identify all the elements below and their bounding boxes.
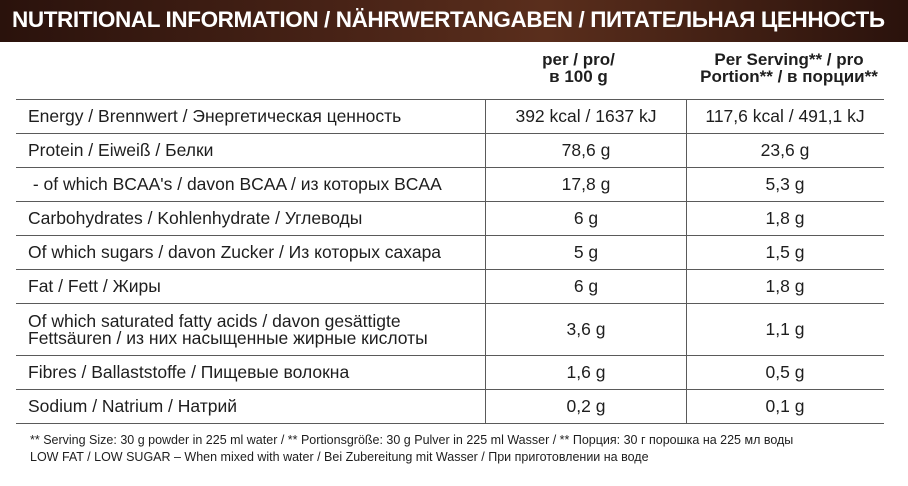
row-label (16, 304, 486, 355)
column-header-per-serving (694, 51, 884, 85)
row-value-per-serving: 5,3 g (765, 174, 805, 194)
row-value-per-serving: 0,1 g (765, 396, 805, 416)
column-header-per-serving-line1: Per Serving** / pro (714, 50, 864, 69)
column-header-per-100g (501, 51, 656, 85)
row-label: Energy / Brennwert / Энергетическая ценность (16, 100, 486, 133)
table-row (16, 356, 884, 390)
row-value-per-100g: 78,6 g (486, 134, 687, 167)
row-label: Protein / Eiweiß / Белки (16, 134, 486, 167)
table-row (16, 202, 884, 236)
row-value-per-serving: 1,1 g (765, 319, 805, 339)
row-value-per-100g: 17,8 g (486, 168, 687, 201)
row-label: Sodium / Natrium / Натрий (16, 390, 486, 423)
table-row (16, 236, 884, 270)
table-row (16, 270, 884, 304)
table-row (16, 304, 884, 356)
row-label: - of which BCAA's / davon BCAA / из которых BCAA (16, 168, 486, 201)
footnote-serving-size: ** Serving Size: 30 g powder in 225 ml water / ** Portionsgröße: 30 g Pulver in 225 ml Wasser / ** Порция: 30 г порошка на 225 мл воды (30, 433, 794, 447)
table-row (16, 100, 884, 134)
row-value-per-100g: 5 g (486, 236, 687, 269)
row-value-per-100g: 1,6 g (486, 356, 687, 389)
footnote (30, 432, 900, 466)
row-value-per-serving: 1,8 g (765, 276, 805, 296)
column-header-per-100g-line1: per / pro/ (542, 50, 615, 69)
row-value-per-serving: 0,5 g (765, 362, 805, 382)
header-title: NUTRITIONAL INFORMATION / NÄHRWERTANGABEN / ПИТАТЕЛЬНАЯ ЦЕННОСТЬ (12, 7, 885, 32)
row-value-per-100g: 6 g (486, 202, 687, 235)
row-value-per-serving: 1,8 g (765, 208, 805, 228)
row-label: Fibres / Ballaststoffe / Пищевые волокна (16, 356, 486, 389)
row-value-per-100g: 0,2 g (486, 390, 687, 423)
column-header-per-100g-line2: в 100 g (549, 67, 608, 86)
row-label-line2: Fettsäuren / из них насыщенные жирные кислоты (28, 327, 428, 348)
row-value-per-serving: 117,6 kcal / 491,1 kJ (705, 106, 865, 126)
row-value-per-100g: 392 kcal / 1637 kJ (486, 100, 687, 133)
header-bar (0, 0, 908, 42)
row-value-per-100g: 6 g (486, 270, 687, 303)
nutrition-table (16, 99, 884, 424)
table-row (16, 134, 884, 168)
footnote-preparation: LOW FAT / LOW SUGAR – When mixed with water / Bei Zubereitung mit Wasser / При приготовлении на воде (30, 450, 649, 464)
row-value-per-serving: 23,6 g (760, 140, 810, 160)
row-label: Carbohydrates / Kohlenhydrate / Углеводы (16, 202, 486, 235)
column-header-per-serving-line2: Portion** / в порции** (700, 67, 878, 86)
row-label: Of which sugars / davon Zucker / Из которых сахара (16, 236, 486, 269)
row-label-line1: Of which saturated fatty acids / davon gesättigte (28, 310, 401, 331)
row-value-per-serving: 1,5 g (765, 242, 805, 262)
row-label: Fat / Fett / Жиры (16, 270, 486, 303)
table-row (16, 390, 884, 424)
table-row (16, 168, 884, 202)
row-value-per-100g: 3,6 g (486, 304, 687, 355)
